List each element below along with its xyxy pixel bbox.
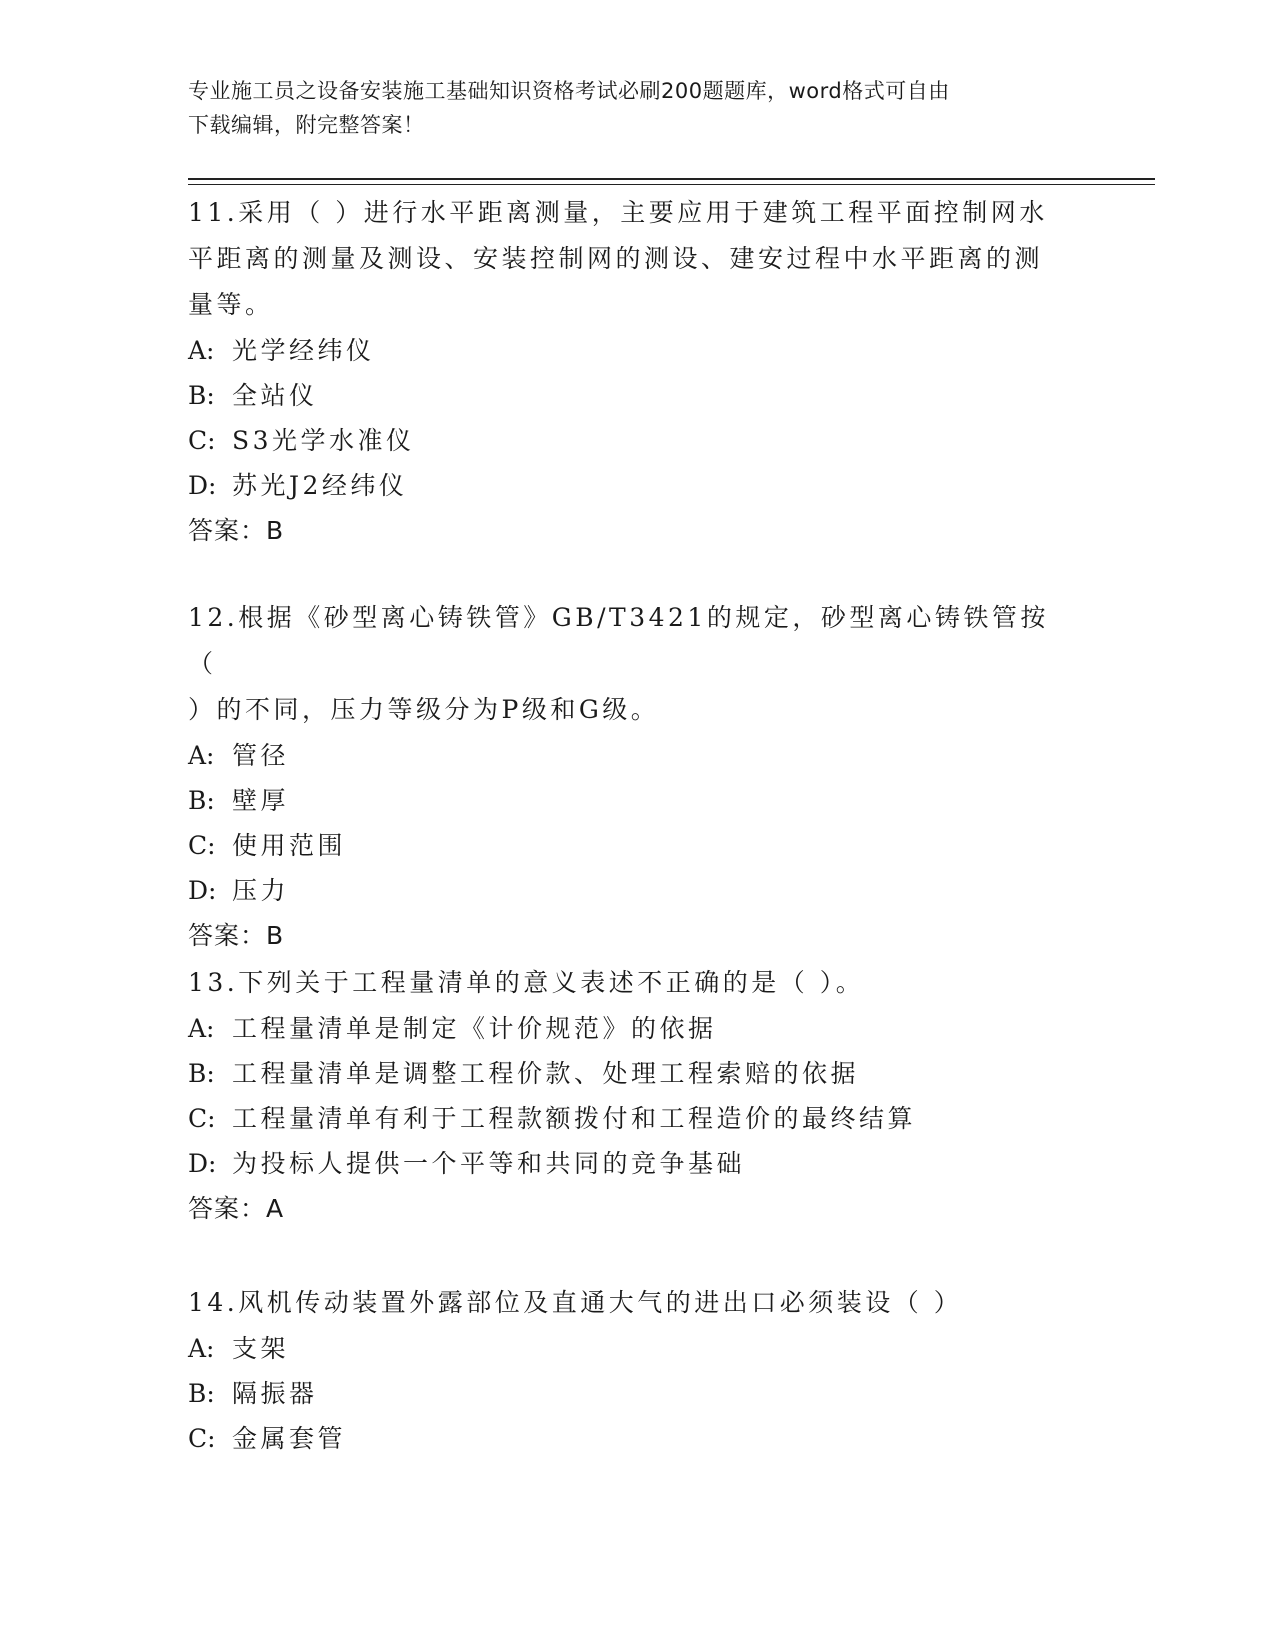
option-letter: C: bbox=[188, 426, 216, 455]
option-d bbox=[188, 463, 1068, 508]
option-letter: B: bbox=[188, 1379, 215, 1408]
option-letter: C: bbox=[188, 831, 216, 860]
option-text: 管径 bbox=[232, 741, 290, 770]
option-text: 全站仪 bbox=[232, 381, 318, 410]
option-b bbox=[188, 1371, 1068, 1416]
option-letter: C: bbox=[188, 1104, 216, 1133]
header-divider-thick bbox=[188, 178, 1155, 180]
answer-label: 答案：B bbox=[188, 921, 285, 950]
option-letter: A: bbox=[188, 336, 215, 365]
option-d bbox=[188, 868, 1068, 913]
option-letter: A: bbox=[188, 1334, 215, 1363]
header-divider-thin bbox=[188, 184, 1155, 185]
option-text: 光学经纬仪 bbox=[232, 336, 375, 365]
stem-line: 量等。 bbox=[188, 290, 274, 319]
question-11 bbox=[188, 190, 1068, 554]
option-d bbox=[188, 1141, 1068, 1186]
option-text: 壁厚 bbox=[232, 786, 290, 815]
question-13 bbox=[188, 960, 1068, 1232]
option-a bbox=[188, 328, 1068, 373]
question-stem bbox=[188, 595, 1068, 733]
question-stem bbox=[188, 1280, 1068, 1326]
header-line: 下载编辑，附完整答案！ bbox=[188, 113, 425, 137]
answer-label: 答案：B bbox=[188, 516, 285, 545]
stem-line: 14.风机传动装置外露部位及直通大气的进出口必须装设（ ） bbox=[188, 1288, 963, 1317]
option-letter: D: bbox=[188, 471, 217, 500]
option-letter: B: bbox=[188, 381, 215, 410]
option-letter: B: bbox=[188, 1059, 215, 1088]
option-letter: D: bbox=[188, 876, 217, 905]
option-letter: A: bbox=[188, 741, 215, 770]
stem-line: 平距离的测量及测设、安装控制网的测设、建安过程中水平距离的测 bbox=[188, 244, 1044, 273]
option-text: 工程量清单是制定《计价规范》的依据 bbox=[232, 1014, 717, 1043]
option-text: S3光学水准仪 bbox=[232, 426, 415, 455]
option-a bbox=[188, 1006, 1068, 1051]
option-text: 苏光J2经纬仪 bbox=[232, 471, 408, 500]
option-text: 隔振器 bbox=[232, 1379, 318, 1408]
option-text: 工程量清单有利于工程款额拨付和工程造价的最终结算 bbox=[232, 1104, 917, 1133]
option-text: 支架 bbox=[232, 1334, 290, 1363]
option-b bbox=[188, 1051, 1068, 1096]
stem-line: 13.下列关于工程量清单的意义表述不正确的是（ ）。 bbox=[188, 968, 865, 997]
question-14 bbox=[188, 1280, 1068, 1461]
stem-line: 11.采用（ ）进行水平距离测量，主要应用于建筑工程平面控制网水 bbox=[188, 198, 1048, 227]
option-text: 金属套管 bbox=[232, 1424, 347, 1453]
stem-line: 12.根据《砂型离心铸铁管》GB/T3421的规定，砂型离心铸铁管按（ bbox=[188, 603, 1049, 678]
option-letter: A: bbox=[188, 1014, 215, 1043]
question-stem bbox=[188, 960, 1068, 1006]
option-letter: D: bbox=[188, 1149, 217, 1178]
option-letter: B: bbox=[188, 786, 215, 815]
document-header bbox=[188, 74, 1068, 142]
option-text: 工程量清单是调整工程价款、处理工程索赔的依据 bbox=[232, 1059, 860, 1088]
header-line: 专业施工员之设备安装施工基础知识资格考试必刷200题题库，word格式可自由 bbox=[188, 79, 950, 103]
option-text: 为投标人提供一个平等和共同的竞争基础 bbox=[232, 1149, 746, 1178]
option-text: 使用范围 bbox=[232, 831, 347, 860]
option-b bbox=[188, 778, 1068, 823]
answer-label: 答案：A bbox=[188, 1194, 285, 1223]
question-12 bbox=[188, 595, 1068, 959]
option-text: 压力 bbox=[232, 876, 290, 905]
option-a bbox=[188, 1326, 1068, 1371]
option-c bbox=[188, 823, 1068, 868]
option-c bbox=[188, 1096, 1068, 1141]
option-c bbox=[188, 418, 1068, 463]
option-letter: C: bbox=[188, 1424, 216, 1453]
option-a bbox=[188, 733, 1068, 778]
stem-line: ）的不同，压力等级分为P级和G级。 bbox=[188, 695, 660, 724]
question-stem bbox=[188, 190, 1068, 328]
option-c bbox=[188, 1416, 1068, 1461]
option-b bbox=[188, 373, 1068, 418]
